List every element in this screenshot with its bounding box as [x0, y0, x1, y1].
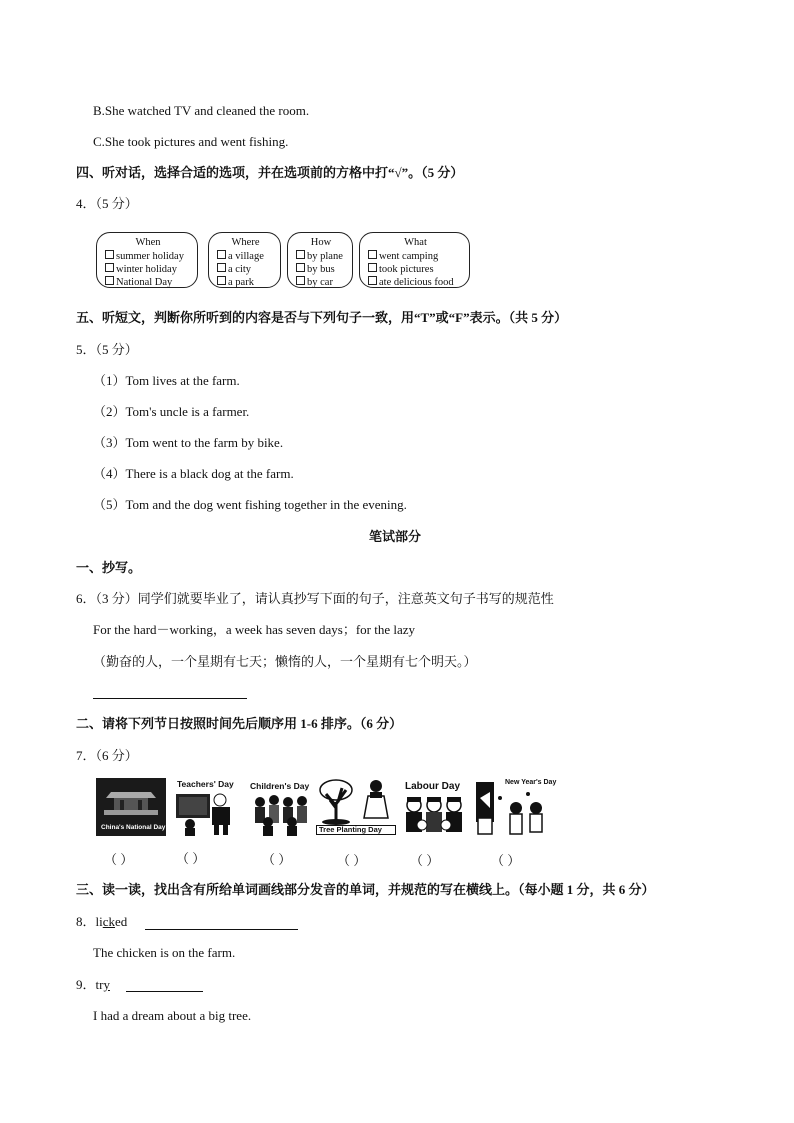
where-head: Where [231, 237, 260, 248]
q8-sentence: The chicken is on the farm. [93, 945, 236, 960]
checkbox-icon[interactable] [368, 250, 377, 259]
teachers-day-picture [176, 790, 238, 836]
when-option: winter holiday [105, 263, 191, 276]
new-years-day-caption: New Year's Day [505, 779, 557, 786]
written-part-header: 笔试部分 [369, 529, 422, 544]
checkbox-icon[interactable] [105, 263, 114, 272]
where-box [208, 232, 281, 288]
q9-number: 9． [76, 977, 96, 992]
q5-number: 5．（5 分） [76, 342, 138, 357]
q5-item-1: （1）Tom lives at the farm. [93, 373, 240, 388]
where-option: a village [217, 250, 274, 263]
q8-answer-line[interactable] [145, 929, 298, 930]
q7-number: 7．（6 分） [76, 748, 138, 763]
checkbox-icon[interactable] [217, 263, 226, 272]
childrens-day-picture [250, 792, 312, 836]
how-option: by bus [296, 263, 346, 276]
checkbox-icon[interactable] [105, 250, 114, 259]
where-option: a park [217, 276, 274, 289]
q8-number: 8． [76, 914, 96, 929]
labour-day-caption: Labour Day [405, 781, 461, 792]
q5-item-3: （3）Tom went to the farm by bike. [93, 435, 284, 450]
where-option: a city [217, 263, 274, 276]
checkbox-icon[interactable] [296, 276, 305, 285]
how-option: by car [296, 276, 346, 289]
q5-item-2: （2）Tom's uncle is a farmer. [93, 404, 250, 419]
checkbox-icon[interactable] [296, 250, 305, 259]
q5-item-4: （4）There is a black dog at the farm. [93, 466, 294, 481]
q4-number: 4．（5 分） [76, 196, 138, 211]
q7-answer-5[interactable]: （ ） [410, 853, 440, 868]
when-head: When [135, 237, 161, 248]
q6-prompt: 6．（3 分）同学们就要毕业了，请认真抄写下面的句子，注意英文句子书写的规范性 [76, 591, 554, 606]
checkbox-icon[interactable] [368, 276, 377, 285]
what-option: went camping [368, 250, 463, 263]
part1-title: 一、抄写。 [76, 560, 142, 575]
teachers-day-caption: Teachers' Day [177, 779, 234, 789]
when-option: National Day [105, 276, 191, 289]
q7-answer-4[interactable]: （ ） [337, 853, 367, 868]
section4-title: 四、听对话，选择合适的选项，并在选项前的方格中打“√”。（5 分） [76, 165, 464, 180]
q9-answer-line[interactable] [126, 991, 203, 992]
q7-answer-6[interactable]: （ ） [491, 853, 521, 868]
part3-title: 三、读一读，找出含有所给单词画线部分发音的单词，并规范的写在横线上。（每小题 1 分，共 6 分） [76, 882, 655, 897]
q3-option-c: C.She took pictures and went fishing. [93, 134, 289, 149]
when-option: summer holiday [105, 250, 191, 263]
checkbox-icon[interactable] [217, 276, 226, 285]
section5-title: 五、听短文，判断你所听到的内容是否与下列句子一致，用“T”或“F”表示。（共 5 分） [76, 310, 568, 325]
what-option: took pictures [368, 263, 463, 276]
q3-option-b: B.She watched TV and cleaned the room. [93, 103, 310, 118]
checkbox-icon[interactable] [217, 250, 226, 259]
tree-planting-day-caption: Tree Planting Day [319, 825, 382, 834]
tree-planting-day-picture [316, 778, 398, 826]
q5-item-5: （5）Tom and the dog went fishing together in the evening. [93, 497, 407, 512]
labour-day-picture [400, 795, 468, 837]
what-option: ate delicious food [368, 276, 463, 289]
q6-sentence-cn: （勤奋的人，一个星期有七天；懒惰的人，一个星期有七个明天。） [93, 654, 477, 669]
q7-answer-3[interactable]: （ ） [262, 852, 292, 867]
when-box [96, 232, 198, 288]
how-box [287, 232, 353, 288]
q8-underlined-part: ck [102, 914, 116, 929]
q6-answer-line[interactable] [93, 698, 247, 699]
q9-sentence: I had a dream about a big tree. [93, 1008, 252, 1023]
q7-answer-1[interactable]: （ ） [104, 852, 134, 867]
checkbox-icon[interactable] [296, 263, 305, 272]
q6-sentence-en: For the hard－working，a week has seven days；for the lazy [93, 622, 416, 637]
q9-word: 9．try [76, 977, 110, 992]
childrens-day-caption: Children's Day [250, 781, 310, 791]
q8-word: 8．licked [76, 914, 128, 929]
how-option: by plane [296, 250, 346, 263]
what-box [359, 232, 470, 288]
q9-underlined-part: y [103, 977, 110, 992]
national-day-caption: China's National Day [101, 824, 166, 831]
part2-title: 二、请将下列节日按照时间先后顺序用 1-6 排序。（6 分） [76, 716, 403, 731]
what-head: What [404, 237, 427, 248]
q7-answer-2[interactable]: （ ） [176, 851, 206, 866]
new-years-day-picture [476, 778, 548, 838]
how-head: How [310, 237, 332, 248]
checkbox-icon[interactable] [105, 276, 114, 285]
checkbox-icon[interactable] [368, 263, 377, 272]
